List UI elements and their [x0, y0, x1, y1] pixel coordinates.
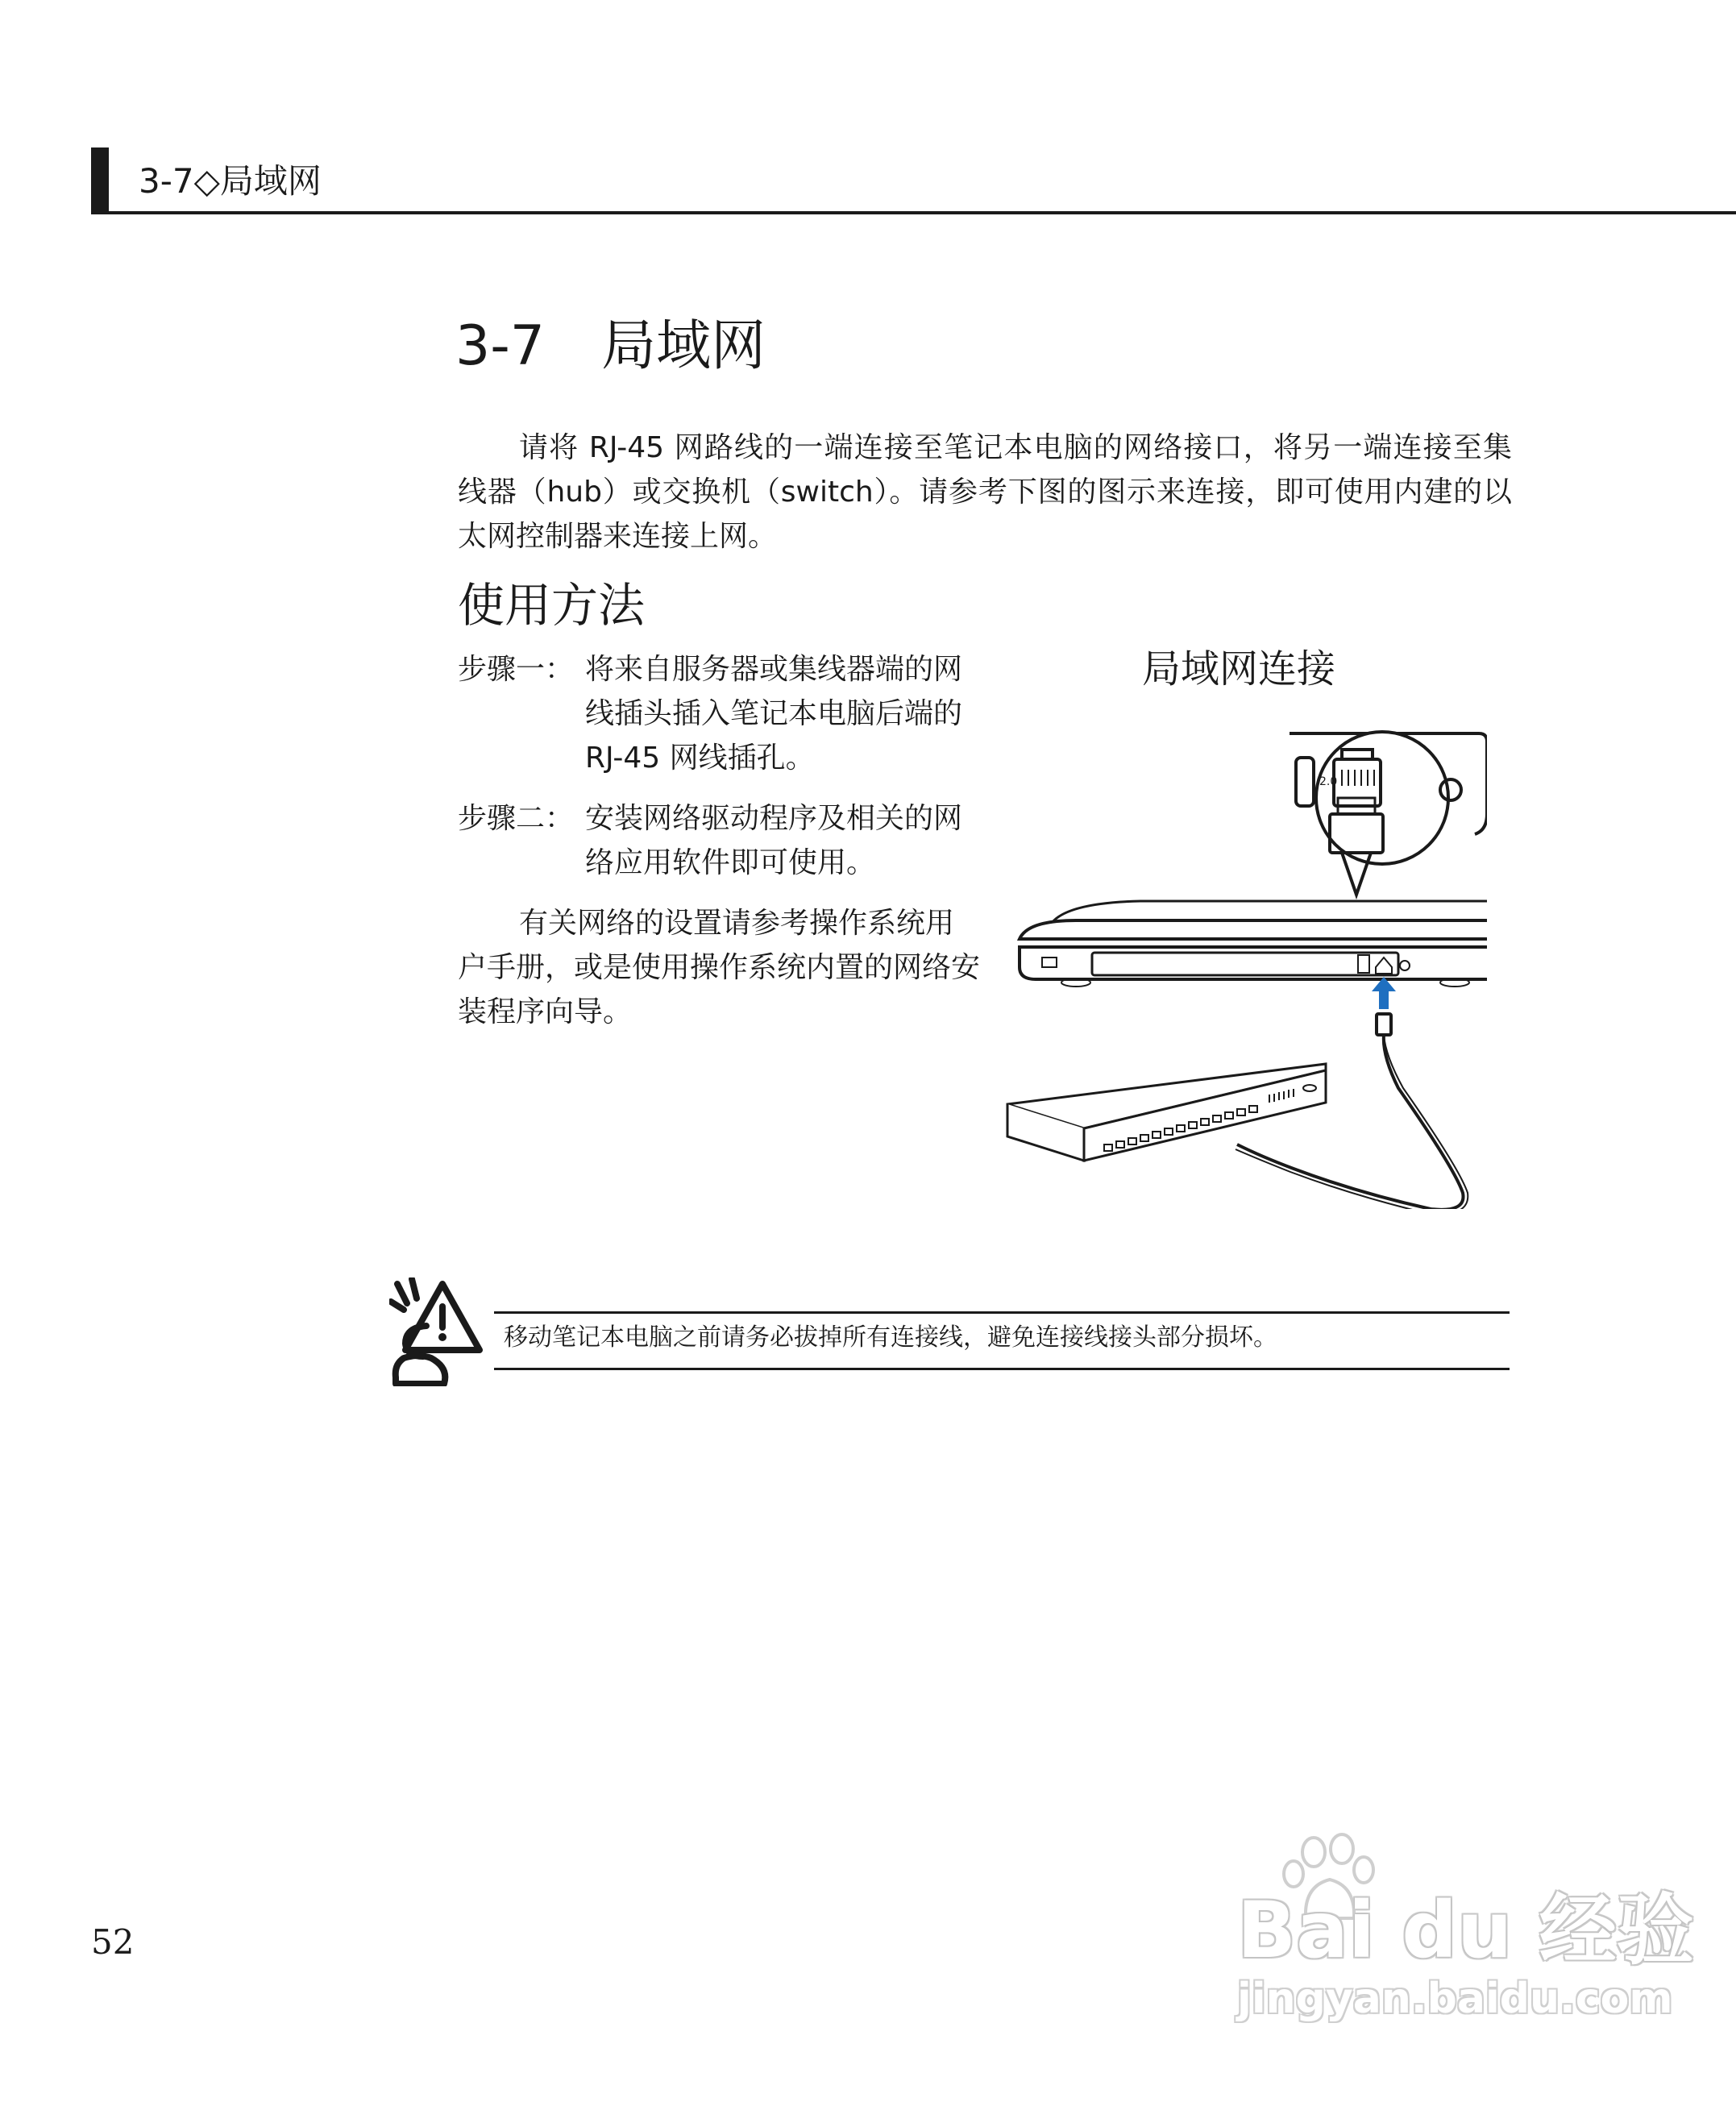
port-closeup [1290, 732, 1487, 895]
usb-port-icon [1296, 758, 1314, 806]
running-header: 3-7◇局域网 [139, 161, 322, 201]
section-number: 3-7 [455, 314, 546, 378]
page-number: 52 [91, 1922, 135, 1962]
page-title [455, 314, 766, 379]
warning-rule-bottom [494, 1368, 1510, 1370]
usage-heading: 使用方法 [458, 578, 646, 633]
usb-version-label: 2.0 [1319, 775, 1338, 788]
laptop-rear-icon [1020, 901, 1487, 987]
warning-text: 移动笔记本电脑之前请务必拔掉所有连接线，避免连接线接头部分损坏。 [504, 1323, 1277, 1352]
section-title: 局域网 [601, 314, 766, 378]
step-text: 将来自服务器或集线器端的网线插头插入笔记本电脑后端的 RJ-45 网线插孔。 [585, 653, 963, 775]
watermark-brand: Bai du 经验 [1237, 1885, 1694, 1975]
step-label: 步骤一： [458, 653, 575, 686]
plug-in-arrow-icon [1372, 977, 1396, 1009]
lan-connection-diagram [1003, 709, 1487, 1209]
step-one [458, 647, 982, 780]
cable-plug-icon [1377, 1014, 1391, 1035]
warning-person-icon [389, 1277, 484, 1386]
step-two [458, 796, 982, 885]
cable-line [1237, 1035, 1464, 1209]
step-text: 安装网络驱动程序及相关的网络应用软件即可使用。 [585, 802, 963, 879]
watermark-url: jingyan.baidu.com [1237, 1975, 1673, 2023]
intro-paragraph: 请将 RJ-45 网路线的一端连接至笔记本电脑的网络接口，将另一端连接至集线器（hub）或交换机（switch）。请参考下图的图示来连接，即可使用内建的以太网控制器来连接上网。 [458, 431, 1512, 553]
step-label: 步骤二： [458, 802, 575, 835]
note-paragraph: 有关网络的设置请参考操作系统用户手册，或是使用操作系统内置的网络安装程序向导。 [458, 907, 981, 1028]
header-rule [91, 211, 1736, 214]
network-switch-icon [1007, 1064, 1326, 1161]
warning-rule-top [494, 1311, 1510, 1314]
laptop-lid [1020, 920, 1487, 939]
figure-title: 局域网连接 [1142, 646, 1336, 692]
header-bar [91, 147, 109, 214]
